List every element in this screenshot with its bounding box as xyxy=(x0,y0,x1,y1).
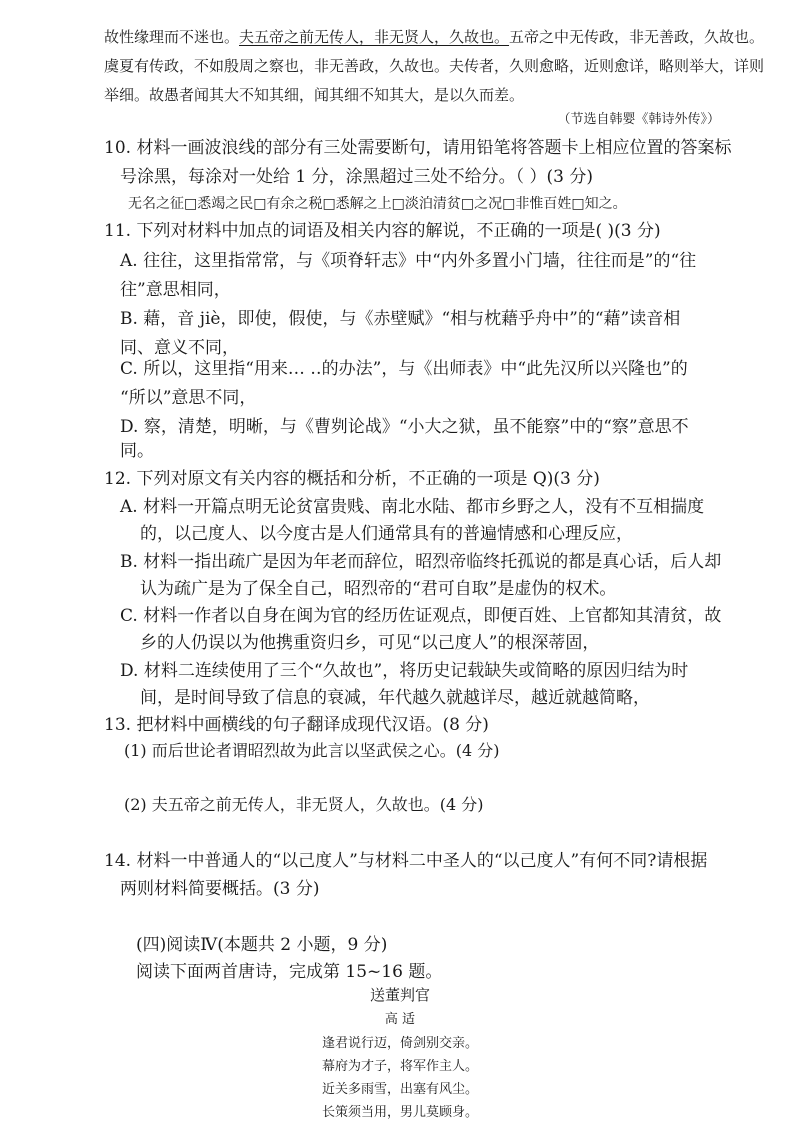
q10-stem-line-2: 号涂黑，每涂对一处给 1 分，涂黑超过三处不给分。（ ）(3 分) xyxy=(120,167,594,187)
passage-line-2: 虞夏有传政，不如殷周之察也，非无善政，久故也。夫传者，久则愈略，近则愈详，略则举大，详则 xyxy=(104,57,765,75)
section-heading: (四)阅读Ⅳ(本题共 2 小题，9 分) xyxy=(136,935,388,955)
q11-option-d: D. 察，清楚，明晰，与《曹刿论战》“小大之狱，虽不能察”中的“察”意思不 xyxy=(120,417,689,437)
q13-sentence-2: (2) 夫五帝之前无传人，非无贤人，久故也。(4 分) xyxy=(124,795,484,814)
passage-line-1 xyxy=(104,26,764,47)
q12-option-a: A. 材料一开篇点明无论贫富贵贱、南北水陆、都市乡野之人，没有不互相揣度 xyxy=(120,497,705,517)
q11-stem: 11. 下列对材料中加点的词语及相关内容的解说，不正确的一项是( )(3 分) xyxy=(104,221,661,241)
q12-option-b: B. 材料一指出疏广是因为年老而辞位，昭烈帝临终托孤说的都是真心话，后人却 xyxy=(120,552,722,572)
poem-line-2: 幕府为才子，将军作主人。 xyxy=(321,1059,478,1074)
q13-sentence-1: (1) 而后世论者谓昭烈故为此言以坚武侯之心。(4 分) xyxy=(124,741,500,760)
poem-line-4: 长策须当用，男儿莫顾身。 xyxy=(321,1105,478,1120)
q12-option-b-cont: 认为疏广是为了保全自己，昭烈帝的“君可自取”是虚伪的权术。 xyxy=(140,579,617,599)
q14-stem-line-2: 两则材料简要概括。(3 分) xyxy=(120,879,320,899)
q11-option-b: B. 藉，音 jiè，即使，假使，与《赤壁赋》“相与枕藉乎舟中”的“藉”读音相 xyxy=(120,309,681,329)
q10-stem-line-1: 10. 材料一画波浪线的部分有三处需要断句，请用铅笔将答题卡上相应位置的答案标 xyxy=(104,138,732,158)
q11-option-c: C. 所以，这里指“用来… ‥的办法”，与《出师表》中“此先汉所以兴隆也”的 xyxy=(120,359,688,379)
q12-option-c: C. 材料一作者以自身在闽为官的经历佐证观点，即便百姓、上官都知其清贫，故 xyxy=(120,606,722,626)
q14-stem-line-1: 14. 材料一中普通人的“以己度人”与材料二中圣人的“以己度人”有何不同?请根据 xyxy=(104,851,708,871)
passage-line-3: 举细。故愚者闻其大不知其细，闻其细不知其大，是以久而差。 xyxy=(104,86,525,104)
q12-stem: 12. 下列对原文有关内容的概括和分析，不正确的一项是 Q)(3 分) xyxy=(104,469,600,489)
q13-stem: 13. 把材料中画横线的句子翻译成现代汉语。(8 分) xyxy=(104,715,489,735)
q11-option-a-cont: 往”意思相同， xyxy=(120,280,231,300)
underlined-sentence: 夫五帝之前无传人，非无贤人，久故也。 xyxy=(239,28,510,46)
q11-option-b-cont: 同、意义不同， xyxy=(120,338,239,358)
poem-author: 高 适 xyxy=(384,1012,416,1027)
q12-option-c-cont: 乡的人仍误以为他携重资归乡，可见“以己度人”的根深蒂固， xyxy=(140,633,600,653)
passage-source: （节选自韩婴《韩诗外传》） xyxy=(557,112,720,127)
q10-sentence: 无名之征□悉竭之民□有余之税□悉解之上□淡泊清贫□之况□非惟百姓□知之。 xyxy=(128,196,627,212)
q11-option-d-cont: 同。 xyxy=(120,441,154,461)
passage-text: 五帝之中无传政，非无善政，久故也。 xyxy=(509,28,765,46)
q12-option-d-cont: 间，是时间导致了信息的衰减，年代越久就越详尽，越近就越简略， xyxy=(140,688,650,708)
passage-text: 故性缘理而不迷也。 xyxy=(104,28,240,46)
poem-line-1: 逢君说行迈，倚剑别交亲。 xyxy=(321,1036,478,1051)
q11-option-a: A. 往往，这里指常常，与《项脊轩志》中“内外多置小门墙，往往而是”的“往 xyxy=(120,251,697,271)
poem-title: 送董判官 xyxy=(369,986,430,1004)
q12-option-a-cont: 的，以己度人、以今度古是人们通常具有的普遍情感和心理反应， xyxy=(140,524,633,544)
section-instruction: 阅读下面两首唐诗，完成第 15~16 题。 xyxy=(136,962,443,982)
q12-option-d: D. 材料二连续使用了三个“久故也”，将历史记载缺失或简略的原因归结为时 xyxy=(120,661,689,681)
q11-option-c-cont: “所以”意思不同， xyxy=(120,388,257,408)
poem-line-3: 近关多雨雪，出塞有风尘。 xyxy=(321,1082,478,1097)
